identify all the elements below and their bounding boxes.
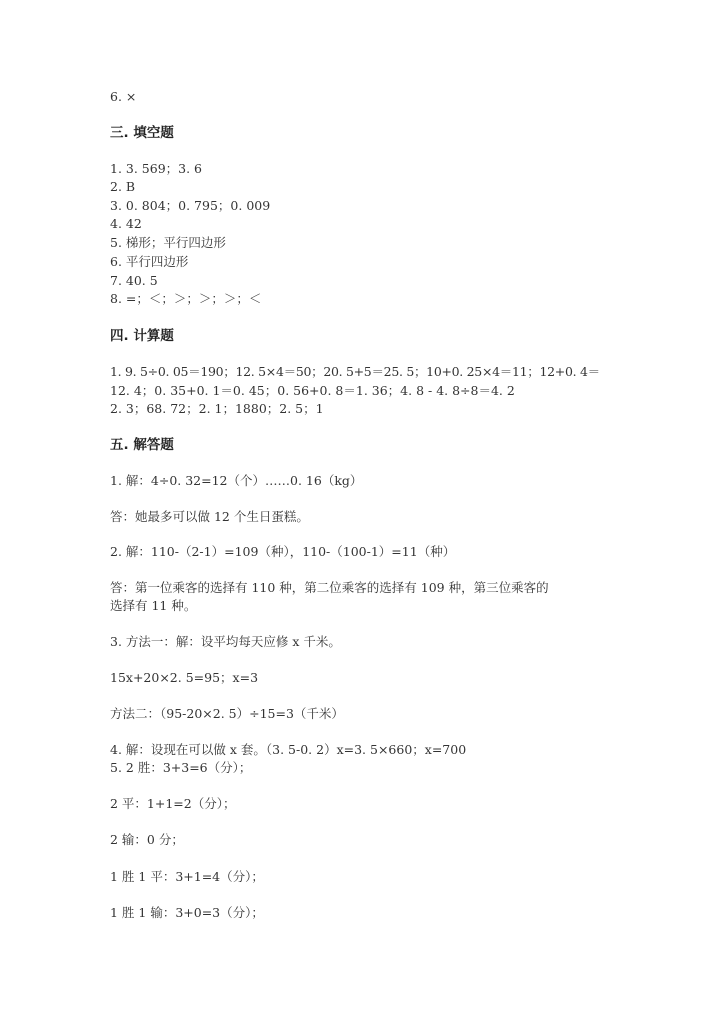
answer-line: 5. 梯形；平行四边形: [110, 235, 226, 250]
answer-line: 1 胜 1 平：3+1=4（分）；: [110, 869, 264, 884]
section-heading-calculation: 四. 计算题: [110, 328, 174, 344]
section-heading-fill-blank: 三. 填空题: [110, 125, 174, 141]
answer-line: 1. 解：4÷0. 32=12（个）……0. 16（kg）: [110, 473, 363, 488]
answer-line: 2 平：1+1=2（分）；: [110, 796, 236, 811]
answer-line: 3. 方法一：解：设平均每天应修 x 千米。: [110, 634, 341, 649]
answer-line: 方法二：（95-20×2. 5）÷15=3（千米）: [110, 706, 344, 721]
answer-line: 2. 解：110-（2-1）=109（种），110-（100-1）=11（种）: [110, 544, 456, 559]
answer-line: 答：她最多可以做 12 个生日蛋糕。: [110, 509, 309, 524]
answer-line: 6. ×: [110, 89, 137, 104]
answer-line: 7. 40. 5: [110, 273, 158, 288]
answer-line: 12. 4；0. 35+0. 1＝0. 45；0. 56+0. 8＝1. 36；4. 8 - 4. 8÷8＝4. 2: [110, 383, 515, 398]
answer-line: 6. 平行四边形: [110, 254, 189, 269]
answer-line: 8. =；＜；＞；＞；＞；＜: [110, 291, 262, 306]
answer-line: 5. 2 胜：3+3=6（分）；: [110, 760, 252, 775]
answer-line: 选择有 11 种。: [110, 598, 197, 613]
answer-line: 4. 42: [110, 216, 142, 231]
answer-line: 4. 解：设现在可以做 x 套。（3. 5-0. 2）x=3. 5×660；x=700: [110, 742, 467, 757]
answer-line: 2 输：0 分；: [110, 832, 184, 847]
answer-line: 答：第一位乘客的选择有 110 种，第二位乘客的选择有 109 种，第三位乘客的: [110, 580, 549, 595]
answer-line: 1. 3. 569；3. 6: [110, 161, 203, 176]
answer-line: 3. 0. 804；0. 795；0. 009: [110, 198, 271, 213]
answer-line: 2. 3；68. 72；2. 1；1880；2. 5；1: [110, 401, 324, 416]
answer-line: 2. B: [110, 179, 136, 194]
answer-line: 1 胜 1 输：3+0=3（分）；: [110, 905, 264, 920]
answer-line: 1. 9. 5÷0. 05＝190；12. 5×4＝50；20. 5+5＝25. 5；10+0. 25×4＝11；12+0. 4＝: [110, 364, 600, 379]
answer-line: 15x+20×2. 5=95；x=3: [110, 670, 259, 685]
section-heading-word-problems: 五. 解答题: [110, 437, 174, 453]
